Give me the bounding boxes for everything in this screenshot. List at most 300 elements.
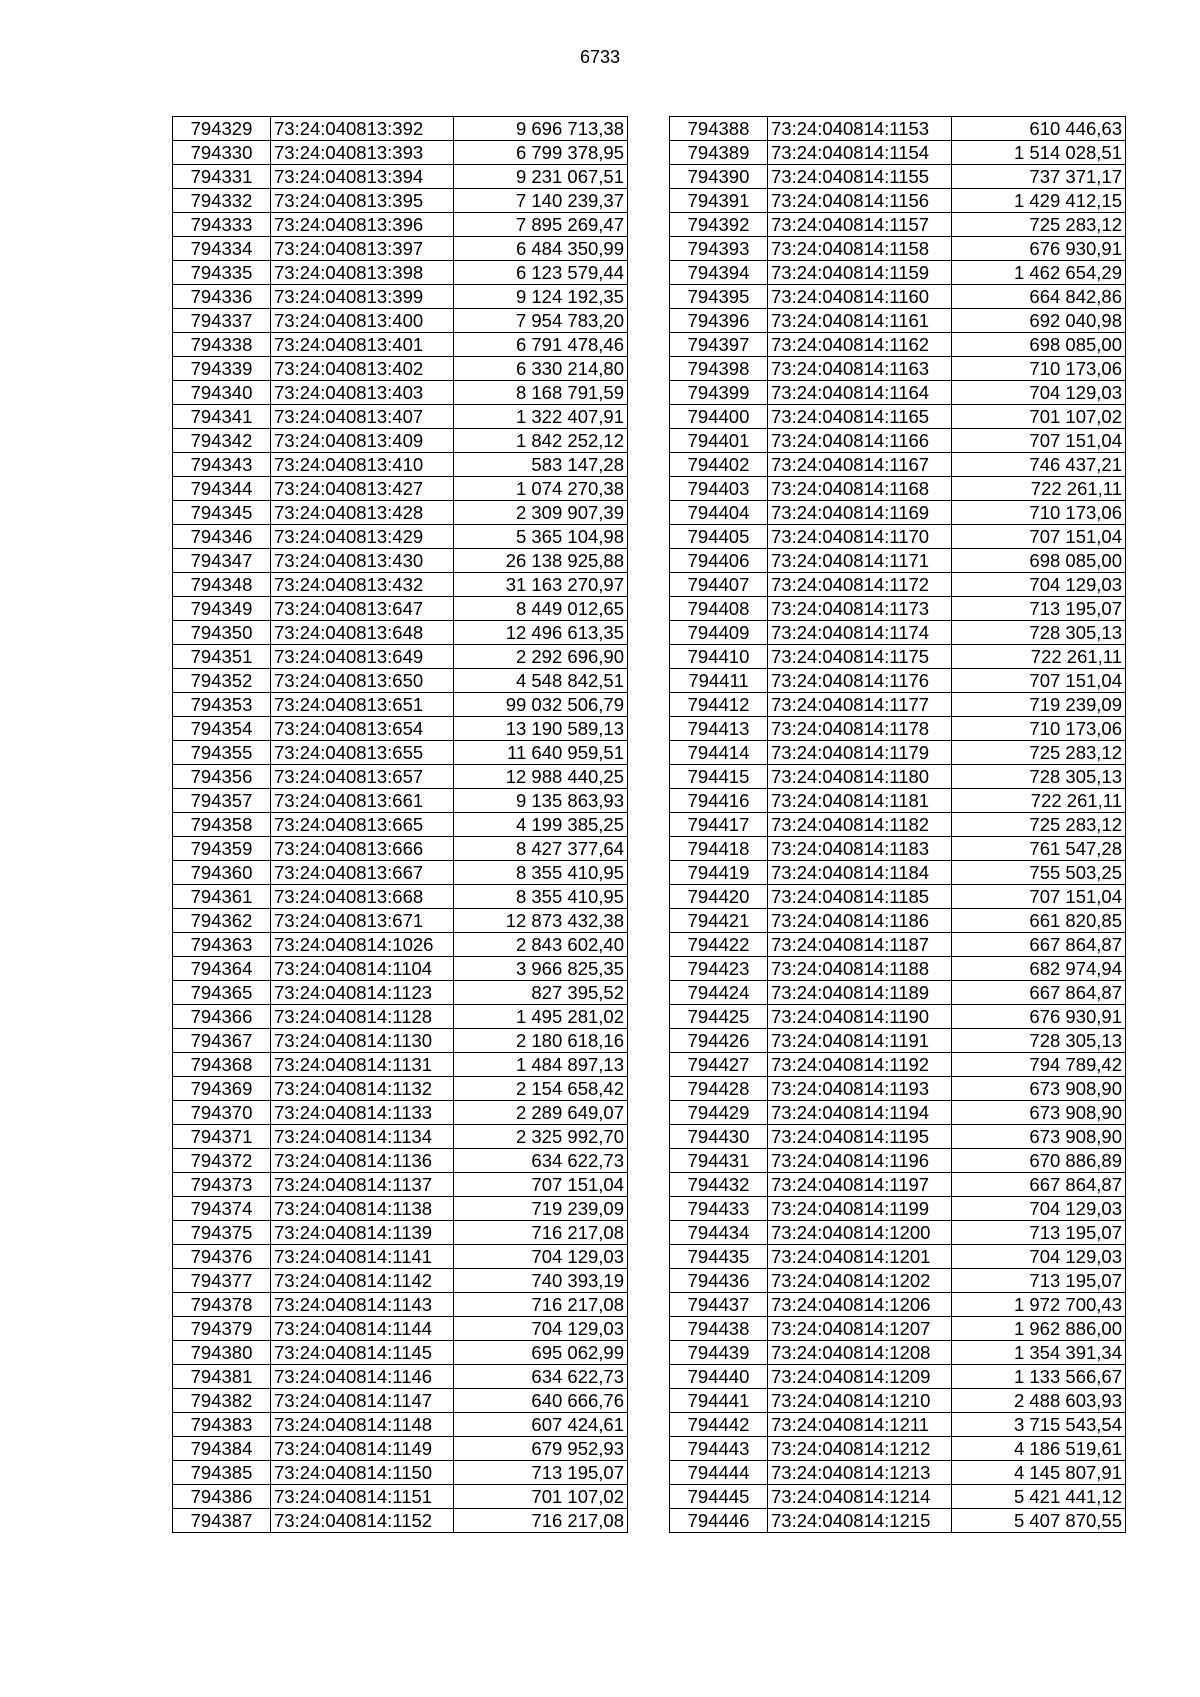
value-cell: 26 138 925,88 bbox=[454, 549, 628, 573]
cadastral-number-cell: 73:24:040814:1136 bbox=[271, 1149, 454, 1173]
cadastral-number-cell: 73:24:040814:1123 bbox=[271, 981, 454, 1005]
cadastral-number-cell: 73:24:040813:400 bbox=[271, 309, 454, 333]
value-cell: 716 217,08 bbox=[454, 1221, 628, 1245]
cadastral-number-cell: 73:24:040814:1150 bbox=[271, 1461, 454, 1485]
row-number-cell: 794380 bbox=[173, 1341, 271, 1365]
value-cell: 6 330 214,80 bbox=[454, 357, 628, 381]
table-row bbox=[173, 837, 628, 861]
table-row bbox=[670, 1461, 1126, 1485]
table-row bbox=[670, 549, 1126, 573]
value-cell: 710 173,06 bbox=[952, 357, 1126, 381]
value-cell: 4 145 807,91 bbox=[952, 1461, 1126, 1485]
value-cell: 634 622,73 bbox=[454, 1149, 628, 1173]
cadastral-number-cell: 73:24:040813:651 bbox=[271, 693, 454, 717]
cadastral-number-cell: 73:24:040813:666 bbox=[271, 837, 454, 861]
table-row bbox=[173, 501, 628, 525]
value-cell: 710 173,06 bbox=[952, 717, 1126, 741]
value-cell: 740 393,19 bbox=[454, 1269, 628, 1293]
row-number-cell: 794378 bbox=[173, 1293, 271, 1317]
row-number-cell: 794359 bbox=[173, 837, 271, 861]
cadastral-number-cell: 73:24:040813:407 bbox=[271, 405, 454, 429]
table-row bbox=[670, 933, 1126, 957]
value-cell: 695 062,99 bbox=[454, 1341, 628, 1365]
cadastral-number-cell: 73:24:040813:665 bbox=[271, 813, 454, 837]
row-number-cell: 794353 bbox=[173, 693, 271, 717]
value-cell: 704 129,03 bbox=[952, 1245, 1126, 1269]
cadastral-number-cell: 73:24:040814:1146 bbox=[271, 1365, 454, 1389]
row-number-cell: 794377 bbox=[173, 1269, 271, 1293]
table-row bbox=[173, 933, 628, 957]
value-cell: 2 292 696,90 bbox=[454, 645, 628, 669]
table-row bbox=[173, 1437, 628, 1461]
table-row bbox=[173, 285, 628, 309]
value-cell: 716 217,08 bbox=[454, 1509, 628, 1533]
cadastral-number-cell: 73:24:040814:1151 bbox=[271, 1485, 454, 1509]
table-row bbox=[173, 1005, 628, 1029]
table-row bbox=[670, 1485, 1126, 1509]
row-number-cell: 794371 bbox=[173, 1125, 271, 1149]
value-cell: 4 186 519,61 bbox=[952, 1437, 1126, 1461]
row-number-cell: 794431 bbox=[670, 1149, 768, 1173]
row-number-cell: 794340 bbox=[173, 381, 271, 405]
value-cell: 722 261,11 bbox=[952, 645, 1126, 669]
cadastral-number-cell: 73:24:040814:1165 bbox=[768, 405, 952, 429]
value-cell: 667 864,87 bbox=[952, 1173, 1126, 1197]
cadastral-number-cell: 73:24:040814:1131 bbox=[271, 1053, 454, 1077]
table-row bbox=[670, 165, 1126, 189]
value-cell: 2 154 658,42 bbox=[454, 1077, 628, 1101]
row-number-cell: 794411 bbox=[670, 669, 768, 693]
value-cell: 707 151,04 bbox=[952, 885, 1126, 909]
value-cell: 634 622,73 bbox=[454, 1365, 628, 1389]
row-number-cell: 794347 bbox=[173, 549, 271, 573]
value-cell: 725 283,12 bbox=[952, 813, 1126, 837]
value-cell: 676 930,91 bbox=[952, 237, 1126, 261]
cadastral-number-cell: 73:24:040813:403 bbox=[271, 381, 454, 405]
value-cell: 2 488 603,93 bbox=[952, 1389, 1126, 1413]
table-row bbox=[173, 357, 628, 381]
cadastral-number-cell: 73:24:040813:647 bbox=[271, 597, 454, 621]
row-number-cell: 794393 bbox=[670, 237, 768, 261]
cadastral-number-cell: 73:24:040813:668 bbox=[271, 885, 454, 909]
row-number-cell: 794442 bbox=[670, 1413, 768, 1437]
value-cell: 713 195,07 bbox=[952, 1269, 1126, 1293]
table-row bbox=[670, 453, 1126, 477]
cadastral-number-cell: 73:24:040813:649 bbox=[271, 645, 454, 669]
table-row bbox=[173, 1053, 628, 1077]
table-row bbox=[670, 1413, 1126, 1437]
row-number-cell: 794368 bbox=[173, 1053, 271, 1077]
row-number-cell: 794330 bbox=[173, 141, 271, 165]
value-cell: 1 972 700,43 bbox=[952, 1293, 1126, 1317]
row-number-cell: 794419 bbox=[670, 861, 768, 885]
row-number-cell: 794387 bbox=[173, 1509, 271, 1533]
cadastral-number-cell: 73:24:040813:648 bbox=[271, 621, 454, 645]
cadastral-number-cell: 73:24:040814:1143 bbox=[271, 1293, 454, 1317]
cadastral-number-cell: 73:24:040814:1159 bbox=[768, 261, 952, 285]
row-number-cell: 794361 bbox=[173, 885, 271, 909]
cadastral-number-cell: 73:24:040814:1156 bbox=[768, 189, 952, 213]
row-number-cell: 794384 bbox=[173, 1437, 271, 1461]
row-number-cell: 794402 bbox=[670, 453, 768, 477]
table-row bbox=[670, 1029, 1126, 1053]
row-number-cell: 794365 bbox=[173, 981, 271, 1005]
value-cell: 701 107,02 bbox=[952, 405, 1126, 429]
value-cell: 9 135 863,93 bbox=[454, 789, 628, 813]
table-row bbox=[173, 1341, 628, 1365]
value-cell: 737 371,17 bbox=[952, 165, 1126, 189]
table-row bbox=[173, 885, 628, 909]
cadastral-number-cell: 73:24:040814:1183 bbox=[768, 837, 952, 861]
cadastral-number-cell: 73:24:040814:1169 bbox=[768, 501, 952, 525]
value-cell: 11 640 959,51 bbox=[454, 741, 628, 765]
cadastral-number-cell: 73:24:040813:657 bbox=[271, 765, 454, 789]
cadastral-number-cell: 73:24:040814:1137 bbox=[271, 1173, 454, 1197]
row-number-cell: 794356 bbox=[173, 765, 271, 789]
cadastral-number-cell: 73:24:040814:1171 bbox=[768, 549, 952, 573]
row-number-cell: 794339 bbox=[173, 357, 271, 381]
cadastral-number-cell: 73:24:040814:1209 bbox=[768, 1365, 952, 1389]
table-row bbox=[670, 717, 1126, 741]
row-number-cell: 794424 bbox=[670, 981, 768, 1005]
row-number-cell: 794417 bbox=[670, 813, 768, 837]
cadastral-number-cell: 73:24:040814:1172 bbox=[768, 573, 952, 597]
cadastral-number-cell: 73:24:040814:1213 bbox=[768, 1461, 952, 1485]
row-number-cell: 794379 bbox=[173, 1317, 271, 1341]
row-number-cell: 794357 bbox=[173, 789, 271, 813]
cadastral-number-cell: 73:24:040814:1134 bbox=[271, 1125, 454, 1149]
value-cell: 1 514 028,51 bbox=[952, 141, 1126, 165]
value-cell: 719 239,09 bbox=[952, 693, 1126, 717]
cadastral-number-cell: 73:24:040814:1104 bbox=[271, 957, 454, 981]
table-row bbox=[670, 861, 1126, 885]
table-row bbox=[173, 741, 628, 765]
table-row bbox=[670, 333, 1126, 357]
cadastral-number-cell: 73:24:040814:1174 bbox=[768, 621, 952, 645]
table-row bbox=[173, 573, 628, 597]
table-row bbox=[173, 717, 628, 741]
table-row bbox=[173, 1221, 628, 1245]
value-cell: 673 908,90 bbox=[952, 1101, 1126, 1125]
table-row bbox=[173, 789, 628, 813]
table-row bbox=[670, 645, 1126, 669]
table-row bbox=[173, 261, 628, 285]
row-number-cell: 794333 bbox=[173, 213, 271, 237]
row-number-cell: 794362 bbox=[173, 909, 271, 933]
table-row bbox=[670, 1077, 1126, 1101]
cadastral-number-cell: 73:24:040814:1157 bbox=[768, 213, 952, 237]
cadastral-number-cell: 73:24:040814:1026 bbox=[271, 933, 454, 957]
cadastral-number-cell: 73:24:040814:1196 bbox=[768, 1149, 952, 1173]
table-row bbox=[670, 789, 1126, 813]
value-cell: 707 151,04 bbox=[952, 429, 1126, 453]
row-number-cell: 794375 bbox=[173, 1221, 271, 1245]
value-cell: 707 151,04 bbox=[952, 669, 1126, 693]
row-number-cell: 794421 bbox=[670, 909, 768, 933]
value-cell: 698 085,00 bbox=[952, 333, 1126, 357]
value-cell: 719 239,09 bbox=[454, 1197, 628, 1221]
row-number-cell: 794428 bbox=[670, 1077, 768, 1101]
table-row bbox=[173, 1293, 628, 1317]
value-cell: 2 325 992,70 bbox=[454, 1125, 628, 1149]
table-row bbox=[173, 1485, 628, 1509]
value-cell: 2 309 907,39 bbox=[454, 501, 628, 525]
table-row bbox=[670, 405, 1126, 429]
cadastral-number-cell: 73:24:040813:410 bbox=[271, 453, 454, 477]
value-cell: 701 107,02 bbox=[454, 1485, 628, 1509]
cadastral-number-cell: 73:24:040813:399 bbox=[271, 285, 454, 309]
row-number-cell: 794437 bbox=[670, 1293, 768, 1317]
value-cell: 704 129,03 bbox=[952, 573, 1126, 597]
value-cell: 1 484 897,13 bbox=[454, 1053, 628, 1077]
cadastral-number-cell: 73:24:040814:1180 bbox=[768, 765, 952, 789]
cadastral-number-cell: 73:24:040813:650 bbox=[271, 669, 454, 693]
table-row bbox=[670, 837, 1126, 861]
table-row bbox=[173, 525, 628, 549]
row-number-cell: 794426 bbox=[670, 1029, 768, 1053]
cadastral-number-cell: 73:24:040813:394 bbox=[271, 165, 454, 189]
table-row bbox=[173, 237, 628, 261]
value-cell: 1 074 270,38 bbox=[454, 477, 628, 501]
row-number-cell: 794423 bbox=[670, 957, 768, 981]
row-number-cell: 794385 bbox=[173, 1461, 271, 1485]
cadastral-number-cell: 73:24:040814:1167 bbox=[768, 453, 952, 477]
cadastral-number-cell: 73:24:040814:1145 bbox=[271, 1341, 454, 1365]
row-number-cell: 794400 bbox=[670, 405, 768, 429]
cadastral-number-cell: 73:24:040814:1193 bbox=[768, 1077, 952, 1101]
row-number-cell: 794397 bbox=[670, 333, 768, 357]
table-row bbox=[670, 429, 1126, 453]
table-row bbox=[670, 357, 1126, 381]
cadastral-number-cell: 73:24:040813:671 bbox=[271, 909, 454, 933]
value-cell: 827 395,52 bbox=[454, 981, 628, 1005]
table-row bbox=[670, 1101, 1126, 1125]
row-number-cell: 794337 bbox=[173, 309, 271, 333]
cadastral-number-cell: 73:24:040814:1138 bbox=[271, 1197, 454, 1221]
row-number-cell: 794338 bbox=[173, 333, 271, 357]
value-cell: 5 365 104,98 bbox=[454, 525, 628, 549]
row-number-cell: 794370 bbox=[173, 1101, 271, 1125]
value-cell: 728 305,13 bbox=[952, 621, 1126, 645]
table-row bbox=[670, 285, 1126, 309]
table-row bbox=[670, 261, 1126, 285]
value-cell: 794 789,42 bbox=[952, 1053, 1126, 1077]
value-cell: 673 908,90 bbox=[952, 1077, 1126, 1101]
table-row bbox=[173, 597, 628, 621]
value-cell: 9 231 067,51 bbox=[454, 165, 628, 189]
cadastral-number-cell: 73:24:040814:1184 bbox=[768, 861, 952, 885]
table-row bbox=[670, 501, 1126, 525]
cadastral-number-cell: 73:24:040814:1163 bbox=[768, 357, 952, 381]
value-cell: 6 123 579,44 bbox=[454, 261, 628, 285]
table-row bbox=[173, 909, 628, 933]
row-number-cell: 794392 bbox=[670, 213, 768, 237]
row-number-cell: 794363 bbox=[173, 933, 271, 957]
table-row bbox=[173, 1101, 628, 1125]
table-row bbox=[670, 1341, 1126, 1365]
cadastral-number-cell: 73:24:040814:1160 bbox=[768, 285, 952, 309]
row-number-cell: 794418 bbox=[670, 837, 768, 861]
row-number-cell: 794376 bbox=[173, 1245, 271, 1269]
value-cell: 7 895 269,47 bbox=[454, 213, 628, 237]
cadastral-number-cell: 73:24:040814:1166 bbox=[768, 429, 952, 453]
value-cell: 607 424,61 bbox=[454, 1413, 628, 1437]
value-cell: 12 873 432,38 bbox=[454, 909, 628, 933]
cadastral-number-cell: 73:24:040813:393 bbox=[271, 141, 454, 165]
table-row bbox=[173, 621, 628, 645]
cadastral-number-cell: 73:24:040814:1190 bbox=[768, 1005, 952, 1029]
row-number-cell: 794406 bbox=[670, 549, 768, 573]
table-row bbox=[670, 1437, 1126, 1461]
cadastral-number-cell: 73:24:040814:1164 bbox=[768, 381, 952, 405]
table-row bbox=[173, 1365, 628, 1389]
table-row bbox=[670, 1221, 1126, 1245]
row-number-cell: 794436 bbox=[670, 1269, 768, 1293]
row-number-cell: 794420 bbox=[670, 885, 768, 909]
value-cell: 755 503,25 bbox=[952, 861, 1126, 885]
row-number-cell: 794398 bbox=[670, 357, 768, 381]
table-row bbox=[173, 453, 628, 477]
row-number-cell: 794344 bbox=[173, 477, 271, 501]
row-number-cell: 794444 bbox=[670, 1461, 768, 1485]
row-number-cell: 794389 bbox=[670, 141, 768, 165]
value-cell: 707 151,04 bbox=[454, 1173, 628, 1197]
cadastral-number-cell: 73:24:040814:1186 bbox=[768, 909, 952, 933]
value-cell: 722 261,11 bbox=[952, 789, 1126, 813]
cadastral-number-cell: 73:24:040814:1128 bbox=[271, 1005, 454, 1029]
value-cell: 3 966 825,35 bbox=[454, 957, 628, 981]
cadastral-number-cell: 73:24:040813:655 bbox=[271, 741, 454, 765]
table-row bbox=[173, 1173, 628, 1197]
row-number-cell: 794364 bbox=[173, 957, 271, 981]
value-cell: 676 930,91 bbox=[952, 1005, 1126, 1029]
table-row bbox=[173, 117, 628, 141]
value-cell: 6 799 378,95 bbox=[454, 141, 628, 165]
row-number-cell: 794348 bbox=[173, 573, 271, 597]
row-number-cell: 794373 bbox=[173, 1173, 271, 1197]
table-row bbox=[173, 165, 628, 189]
cadastral-number-cell: 73:24:040814:1173 bbox=[768, 597, 952, 621]
table-row bbox=[670, 1053, 1126, 1077]
table-row bbox=[670, 573, 1126, 597]
cadastral-number-cell: 73:24:040814:1178 bbox=[768, 717, 952, 741]
row-number-cell: 794351 bbox=[173, 645, 271, 669]
value-cell: 9 124 192,35 bbox=[454, 285, 628, 309]
cadastral-number-cell: 73:24:040814:1149 bbox=[271, 1437, 454, 1461]
cadastral-number-cell: 73:24:040814:1142 bbox=[271, 1269, 454, 1293]
table-row bbox=[173, 141, 628, 165]
cadastral-number-cell: 73:24:040814:1170 bbox=[768, 525, 952, 549]
value-cell: 8 355 410,95 bbox=[454, 885, 628, 909]
table-row bbox=[173, 981, 628, 1005]
cadastral-number-cell: 73:24:040813:397 bbox=[271, 237, 454, 261]
cadastral-number-cell: 73:24:040813:428 bbox=[271, 501, 454, 525]
table-row bbox=[173, 1413, 628, 1437]
cadastral-number-cell: 73:24:040814:1201 bbox=[768, 1245, 952, 1269]
cadastral-number-cell: 73:24:040814:1152 bbox=[271, 1509, 454, 1533]
row-number-cell: 794432 bbox=[670, 1173, 768, 1197]
table-row bbox=[670, 1389, 1126, 1413]
cadastral-number-cell: 73:24:040814:1179 bbox=[768, 741, 952, 765]
value-cell: 1 354 391,34 bbox=[952, 1341, 1126, 1365]
value-cell: 704 129,03 bbox=[454, 1245, 628, 1269]
row-number-cell: 794360 bbox=[173, 861, 271, 885]
table-row bbox=[670, 981, 1126, 1005]
table-row bbox=[670, 309, 1126, 333]
value-cell: 713 195,07 bbox=[952, 1221, 1126, 1245]
cadastral-number-cell: 73:24:040814:1191 bbox=[768, 1029, 952, 1053]
row-number-cell: 794345 bbox=[173, 501, 271, 525]
row-number-cell: 794446 bbox=[670, 1509, 768, 1533]
row-number-cell: 794343 bbox=[173, 453, 271, 477]
cadastral-number-cell: 73:24:040814:1175 bbox=[768, 645, 952, 669]
value-cell: 610 446,63 bbox=[952, 117, 1126, 141]
cadastral-number-cell: 73:24:040814:1177 bbox=[768, 693, 952, 717]
table-row bbox=[670, 1005, 1126, 1029]
row-number-cell: 794408 bbox=[670, 597, 768, 621]
value-cell: 725 283,12 bbox=[952, 213, 1126, 237]
cadastral-number-cell: 73:24:040814:1189 bbox=[768, 981, 952, 1005]
table-row bbox=[670, 1509, 1126, 1533]
row-number-cell: 794394 bbox=[670, 261, 768, 285]
cadastral-number-cell: 73:24:040814:1139 bbox=[271, 1221, 454, 1245]
cadastral-number-cell: 73:24:040814:1144 bbox=[271, 1317, 454, 1341]
row-number-cell: 794439 bbox=[670, 1341, 768, 1365]
table-row bbox=[670, 1149, 1126, 1173]
value-cell: 8 168 791,59 bbox=[454, 381, 628, 405]
table-row bbox=[670, 813, 1126, 837]
table-row bbox=[670, 237, 1126, 261]
value-cell: 99 032 506,79 bbox=[454, 693, 628, 717]
value-cell: 1 495 281,02 bbox=[454, 1005, 628, 1029]
value-cell: 716 217,08 bbox=[454, 1293, 628, 1317]
row-number-cell: 794352 bbox=[173, 669, 271, 693]
value-cell: 704 129,03 bbox=[952, 1197, 1126, 1221]
row-number-cell: 794346 bbox=[173, 525, 271, 549]
value-cell: 682 974,94 bbox=[952, 957, 1126, 981]
cadastral-number-cell: 73:24:040814:1194 bbox=[768, 1101, 952, 1125]
cadastral-number-cell: 73:24:040814:1181 bbox=[768, 789, 952, 813]
table-row bbox=[173, 309, 628, 333]
table-row bbox=[670, 669, 1126, 693]
row-number-cell: 794401 bbox=[670, 429, 768, 453]
cadastral-number-cell: 73:24:040814:1158 bbox=[768, 237, 952, 261]
value-cell: 5 407 870,55 bbox=[952, 1509, 1126, 1533]
value-cell: 4 548 842,51 bbox=[454, 669, 628, 693]
table-row bbox=[670, 477, 1126, 501]
value-cell: 8 355 410,95 bbox=[454, 861, 628, 885]
cadastral-number-cell: 73:24:040814:1141 bbox=[271, 1245, 454, 1269]
value-cell: 661 820,85 bbox=[952, 909, 1126, 933]
cadastral-number-cell: 73:24:040814:1207 bbox=[768, 1317, 952, 1341]
cadastral-number-cell: 73:24:040814:1185 bbox=[768, 885, 952, 909]
left-table-body bbox=[173, 117, 628, 1533]
cadastral-number-cell: 73:24:040814:1176 bbox=[768, 669, 952, 693]
row-number-cell: 794329 bbox=[173, 117, 271, 141]
table-row bbox=[173, 765, 628, 789]
table-row bbox=[173, 405, 628, 429]
row-number-cell: 794341 bbox=[173, 405, 271, 429]
table-row bbox=[670, 1125, 1126, 1149]
value-cell: 2 843 602,40 bbox=[454, 933, 628, 957]
table-row bbox=[670, 1365, 1126, 1389]
value-cell: 12 496 613,35 bbox=[454, 621, 628, 645]
cadastral-number-cell: 73:24:040814:1202 bbox=[768, 1269, 952, 1293]
table-row bbox=[670, 213, 1126, 237]
value-cell: 698 085,00 bbox=[952, 549, 1126, 573]
row-number-cell: 794382 bbox=[173, 1389, 271, 1413]
value-cell: 3 715 543,54 bbox=[952, 1413, 1126, 1437]
